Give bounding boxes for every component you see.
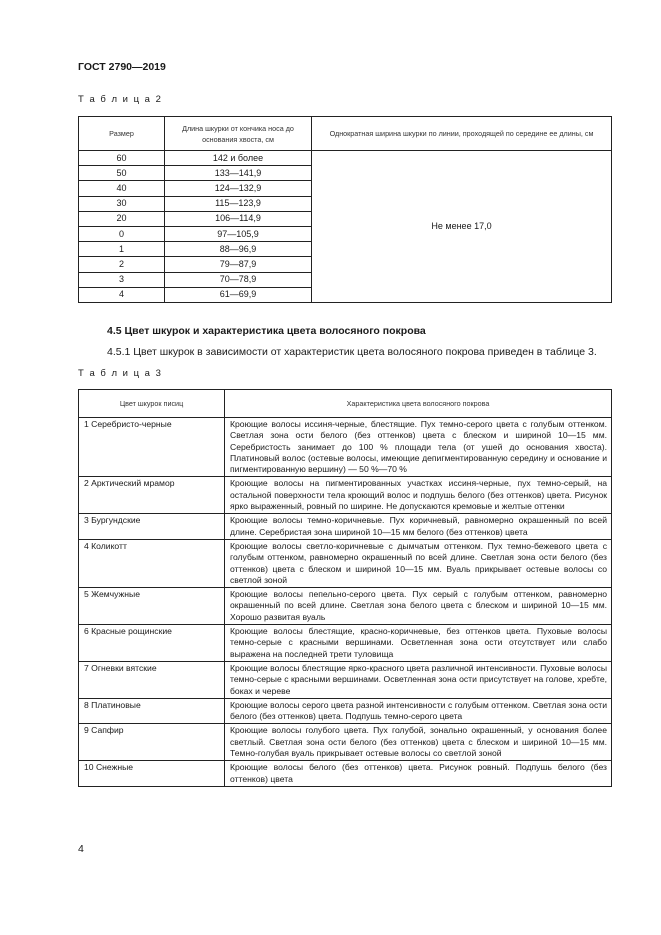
characteristic-cell: Кроющие волосы иссиня-черные, блестящие. Пух темно-серого цвета с голубым оттенком. Светлая зона ости белого (без оттенков) цвета с блеском и шириной 10—15 мм. Серебристость занимает до 100 % площади тела (от ушей до основания хвоста). Платиновый волос (остевые волосы, имеющие депигментированную середину и основание и пигментированную вершину) — 50 %—70 % [225, 418, 612, 477]
size-cell: 3 [79, 272, 165, 287]
table-row [79, 698, 612, 724]
size-cell: 20 [79, 211, 165, 226]
fur-color-cell: 8 Платиновые [79, 698, 225, 724]
table-row [79, 761, 612, 787]
column-header-size: Размер [79, 117, 165, 151]
fur-color-cell: 9 Сапфир [79, 724, 225, 761]
table-row [79, 477, 612, 514]
table-header-row [79, 390, 612, 418]
characteristic-cell: Кроющие волосы пепельно-серого цвета. Пух серый с голубым оттенком, равномерно окрашенный по всей длине. Светлая зона белого цвета с блеском и шириной 10—15 мм. Хорошо развитая вуаль [225, 588, 612, 625]
table-row [79, 724, 612, 761]
document-id-header: ГОСТ 2790—2019 [78, 61, 166, 73]
table-row [79, 588, 612, 625]
size-cell: 30 [79, 196, 165, 211]
length-cell: 133—141,9 [165, 166, 312, 181]
fur-color-cell: 4 Коликотт [79, 539, 225, 587]
length-cell: 115—123,9 [165, 196, 312, 211]
fur-color-cell: 3 Бургундские [79, 514, 225, 540]
table-2-body [79, 151, 612, 303]
fur-color-cell: 5 Жемчужные [79, 588, 225, 625]
size-cell: 0 [79, 226, 165, 241]
size-cell: 60 [79, 151, 165, 166]
table-row [79, 625, 612, 662]
characteristic-cell: Кроющие волосы на пигментированных участках иссиня-черные, пух темно-серый, на остальной поверхности тела кроющий волос и подпушь белого (без оттенков) цвета. Рисунок ярко выраженный, ровный по ширине. Не допускаются кремовые и желтые оттенки [225, 477, 612, 514]
width-cell: Не менее 17,0 [312, 151, 612, 303]
fur-color-cell: 10 Снежные [79, 761, 225, 787]
table-2-caption: Т а б л и ц а 2 [78, 94, 163, 105]
table-row [79, 661, 612, 698]
length-cell: 124—132,9 [165, 181, 312, 196]
size-cell: 40 [79, 181, 165, 196]
table-3 [78, 389, 612, 787]
table-row [79, 418, 612, 477]
size-cell: 4 [79, 287, 165, 302]
size-cell: 1 [79, 242, 165, 257]
column-header-length: Длина шкурки от кончика носа до основания хвоста, см [165, 117, 312, 151]
table-3-body [79, 418, 612, 787]
column-header-characteristics: Характеристика цвета волосяного покрова [225, 390, 612, 418]
length-cell: 97—105,9 [165, 226, 312, 241]
length-cell: 88—96,9 [165, 242, 312, 257]
fur-color-cell: 2 Арктический мрамор [79, 477, 225, 514]
table-header-row [79, 117, 612, 151]
characteristic-cell: Кроющие волосы темно-коричневые. Пух коричневый, равномерно окрашенный по всей длине. Серебристая зона шириной 10—15 мм белого (без оттенков) цвета [225, 514, 612, 540]
length-cell: 70—78,9 [165, 272, 312, 287]
table-row [79, 514, 612, 540]
column-header-color: Цвет шкурок писиц [79, 390, 225, 418]
fur-color-cell: 6 Красные рощинские [79, 625, 225, 662]
table-row [79, 151, 612, 166]
table-row [79, 539, 612, 587]
length-cell: 142 и более [165, 151, 312, 166]
table-3-caption: Т а б л и ц а 3 [78, 368, 163, 379]
size-cell: 2 [79, 257, 165, 272]
characteristic-cell: Кроющие волосы белого (без оттенков) цвета. Рисунок ровный. Подпушь белого (без оттенков) цвета [225, 761, 612, 787]
page-number: 4 [78, 843, 84, 855]
section-paragraph: 4.5.1 Цвет шкурок в зависимости от характеристик цвета волосяного покрова приведен в таблице 3. [107, 346, 597, 358]
fur-color-cell: 1 Серебристо-черные [79, 418, 225, 477]
characteristic-cell: Кроющие волосы серого цвета разной интенсивности с голубым оттенком. Светлая зона ости белого (без оттенков) цвета. Подпушь темно-серого цвета [225, 698, 612, 724]
characteristic-cell: Кроющие волосы светло-коричневые с дымчатым оттенком. Пух темно-бежевого цвета с голубым оттенком, равномерно окрашенный по всей длине. Светлая зона ости белого (без оттенков) цвета с блеском и шириной 10—15 мм. Вуаль прикрывает остевые волосы со светлой зоной [225, 539, 612, 587]
characteristic-cell: Кроющие волосы блестящие, красно-коричневые, без оттенков цвета. Пуховые волосы темно-серые с красными вершинами. Осветленная зона ости отсутствует или слабо выражена на последней трети туловища [225, 625, 612, 662]
characteristic-cell: Кроющие волосы блестящие ярко-красного цвета различной интенсивности. Пуховые волосы темно-серые с красными вершинами. Осветленная зона ости присутствует на голове, хребте, боках и череве [225, 661, 612, 698]
fur-color-cell: 7 Огневки вятские [79, 661, 225, 698]
characteristic-cell: Кроющие волосы голубого цвета. Пух голубой, зонально окрашенный, у основания более светлый. Светлая зона ости белого (без оттенков) цвета с блеском и шириной 10—15 мм. Темно-голубая вуаль прикрывает остевые волосы со светлой зоной [225, 724, 612, 761]
table-2 [78, 116, 612, 303]
length-cell: 79—87,9 [165, 257, 312, 272]
size-cell: 50 [79, 166, 165, 181]
length-cell: 106—114,9 [165, 211, 312, 226]
column-header-width: Однократная ширина шкурки по линии, проходящей по середине ее длины, см [312, 117, 612, 151]
section-heading: 4.5 Цвет шкурок и характеристика цвета волосяного покрова [107, 325, 426, 337]
length-cell: 61—69,9 [165, 287, 312, 302]
